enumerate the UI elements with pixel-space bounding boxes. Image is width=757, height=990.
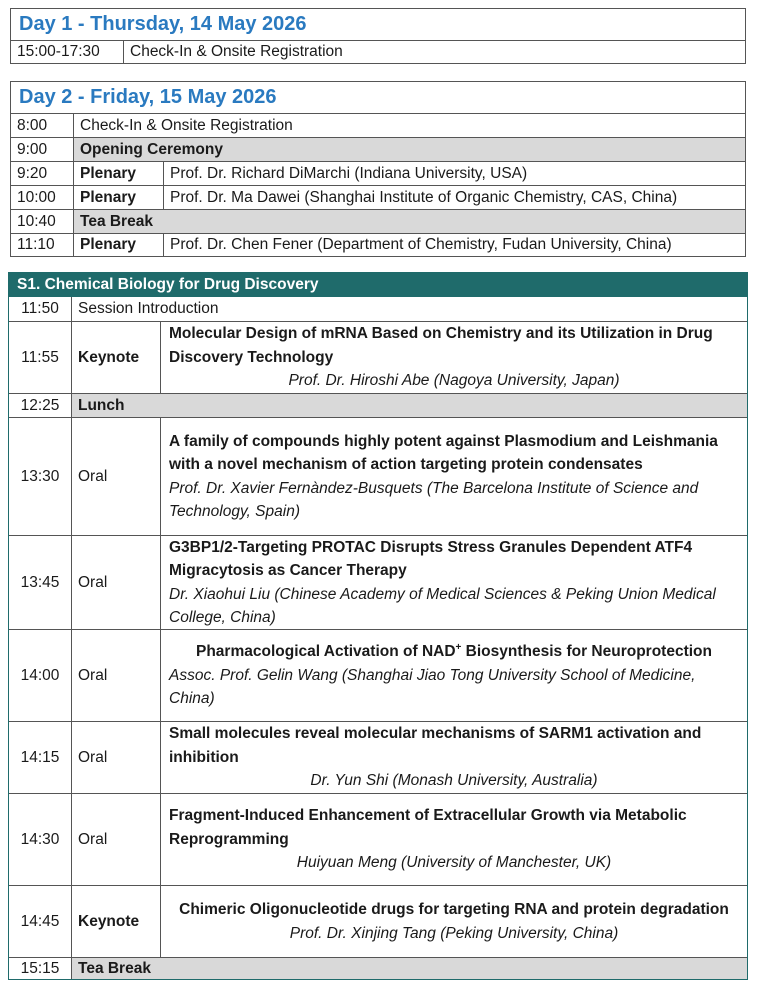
time-cell: 15:15 [20,959,60,977]
type-cell: Keynote [71,322,160,393]
talk-cell [160,322,747,393]
time-cell: 13:45 [20,573,60,591]
type-cell: Plenary [73,186,163,209]
day2-table [10,81,746,257]
talk-title: A family of compounds highly potent against Plasmodium and Leishmania with a novel mechanism of action targeting protein condensates [169,432,718,473]
description-cell: Opening Ceremony [73,138,745,161]
talk-title-text: Pharmacological Activation of NAD [196,643,456,661]
session-title: S1. Chemical Biology for Drug Discovery [9,273,747,297]
time-cell: 14:30 [20,830,60,848]
speaker-cell: Prof. Dr. Richard DiMarchi (Indiana University, USA) [163,162,745,185]
talk-author: Prof. Dr. Xavier Fernàndez-Busquets (The Barcelona Institute of Science and Technology, Spain) [169,479,699,520]
description-cell: Check-In & Onsite Registration [123,41,745,63]
talk-row [9,417,747,535]
time-cell: 13:30 [20,467,60,485]
superscript-plus: + [455,642,462,654]
talk-row [9,885,747,957]
talk-title [196,640,712,664]
schedule-row [9,393,747,417]
type-cell: Oral [71,536,160,629]
talk-row [9,721,747,793]
talk-cell [160,794,747,885]
talk-author: Prof. Dr. Xinjing Tang (Peking University, China) [289,924,619,942]
talk-author: Dr. Xiaohui Liu (Chinese Academy of Medical Sciences & Peking Union Medical College, China) [169,585,716,626]
time-cell: 10:40 [17,212,56,230]
time-cell: 14:45 [20,912,60,930]
talk-cell [160,722,747,793]
time-cell: 11:55 [21,348,59,366]
time-cell: 10:00 [17,188,56,206]
day2-title: Day 2 - Friday, 15 May 2026 [19,86,277,108]
talk-row [9,321,747,393]
talk-cell [160,536,747,629]
type-cell: Keynote [71,886,160,957]
speaker-cell: Prof. Dr. Ma Dawei (Shanghai Institute of Organic Chemistry, CAS, China) [163,186,745,209]
schedule-row [9,957,747,979]
schedule-row [11,161,745,185]
description-cell: Check-In & Onsite Registration [73,114,745,137]
talk-cell [160,886,747,957]
type-cell: Oral [71,418,160,535]
talk-cell [160,418,747,535]
speaker-cell: Prof. Dr. Chen Fener (Department of Chemistry, Fudan University, China) [163,234,745,256]
description-cell: Tea Break [73,210,745,233]
time-cell: 8:00 [17,116,48,134]
schedule-row [11,185,745,209]
talk-cell [160,630,747,721]
time-cell: 9:00 [17,140,48,158]
session-table [8,272,748,980]
talk-row [9,535,747,629]
description-cell: Tea Break [71,958,747,979]
talk-author: Prof. Dr. Hiroshi Abe (Nagoya University, Japan) [288,372,620,390]
talk-author: Huiyuan Meng (University of Manchester, UK) [296,854,612,872]
day1-title: Day 1 - Thursday, 14 May 2026 [19,13,307,35]
time-cell: 9:20 [17,164,48,182]
schedule-row [11,209,745,233]
schedule-row [11,113,745,137]
schedule-row [11,137,745,161]
talk-title: Molecular Design of mRNA Based on Chemistry and its Utilization in Drug Discovery Technology [169,325,713,366]
talk-row [9,629,747,721]
talk-title: Small molecules reveal molecular mechanisms of SARM1 activation and inhibition [169,725,702,766]
time-cell: 12:25 [20,396,60,414]
type-cell: Plenary [73,234,163,256]
talk-title: Fragment-Induced Enhancement of Extracellular Growth via Metabolic Reprogramming [169,807,687,848]
talk-row [9,793,747,885]
schedule-row [11,233,745,256]
talk-title: Chimeric Oligonucleotide drugs for targeting RNA and protein degradation [179,901,729,918]
description-cell: Session Introduction [71,297,747,321]
time-cell: 11:50 [21,300,59,317]
type-cell: Oral [71,722,160,793]
time-cell: 14:00 [20,666,60,684]
talk-title: G3BP1/2-Targeting PROTAC Disrupts Stress Granules Dependent ATF4 Migracytosis as Cancer Therapy [169,538,693,579]
time-cell: 11:10 [17,236,55,253]
day1-table [10,8,746,64]
type-cell: Oral [71,630,160,721]
talk-author: Assoc. Prof. Gelin Wang (Shanghai Jiao Tong University School of Medicine, China) [169,666,696,708]
description-cell: Lunch [71,394,747,417]
talk-title-text: Biosynthesis for Neuroprotection [461,643,712,661]
schedule-row [9,297,747,321]
talk-author: Dr. Yun Shi (Monash University, Australia) [310,772,598,790]
time-cell: 15:00-17:30 [17,43,100,60]
schedule-row [11,40,745,63]
type-cell: Plenary [73,162,163,185]
time-cell: 14:15 [20,748,60,766]
type-cell: Oral [71,794,160,885]
